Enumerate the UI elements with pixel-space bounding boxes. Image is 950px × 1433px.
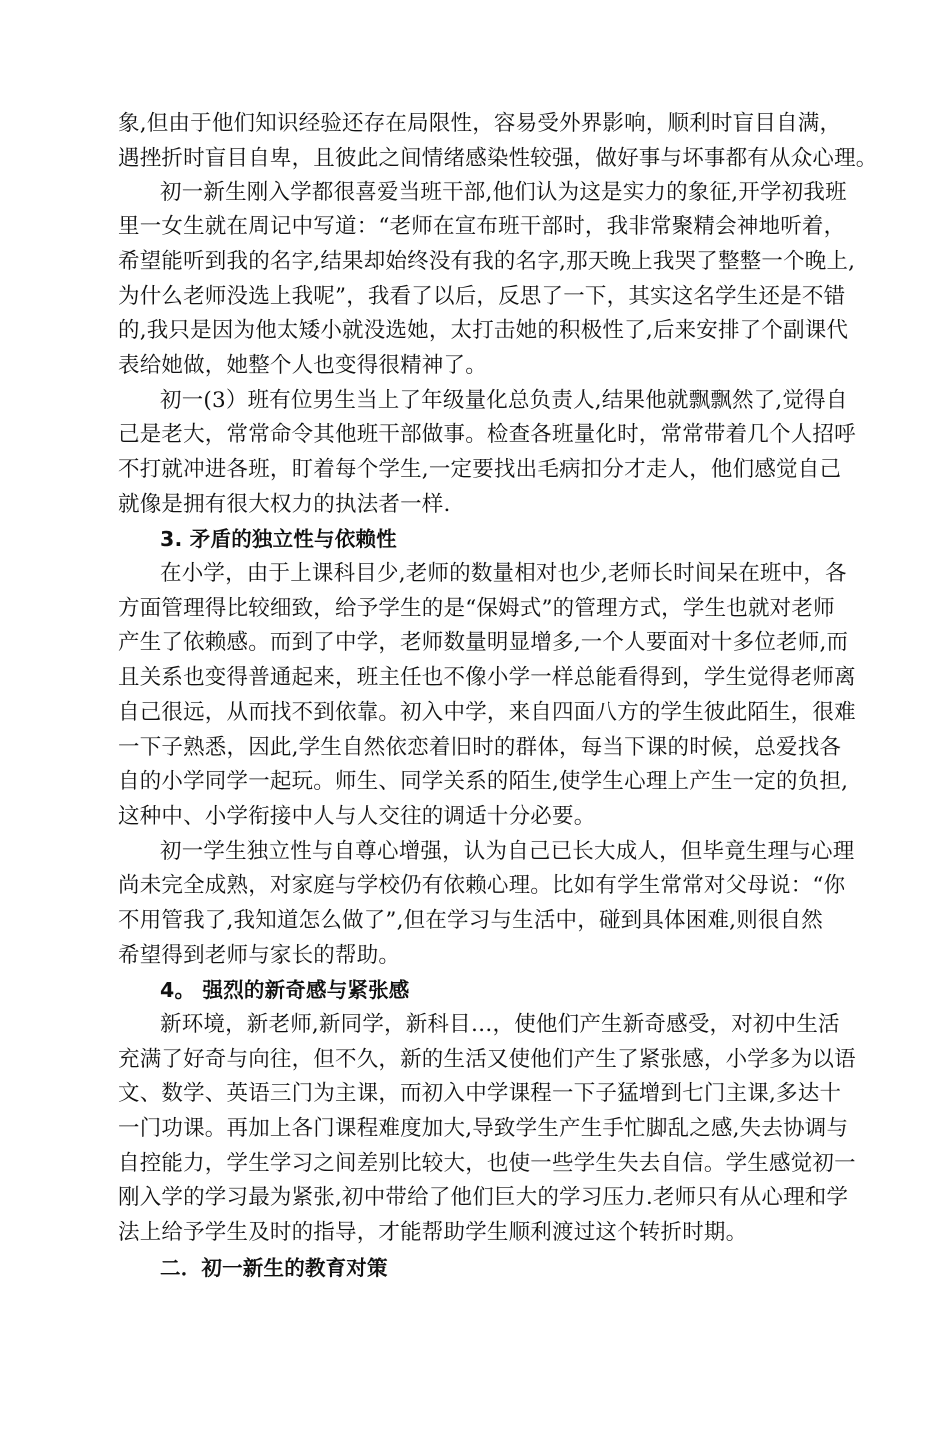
- text-line: 刚入学的学习最为紧张,初中带给了他们巨大的学习压力.老师只有从心理和学: [118, 1185, 849, 1210]
- text-line: 法上给予学生及时的指导，才能帮助学生顺利渡过这个转折时期。: [118, 1220, 748, 1245]
- text-line: 为什么老师没选上我呢”，我看了以后，反思了一下，其实这名学生还是不错: [118, 284, 846, 309]
- text-line: 希望能听到我的名字,结果却始终没有我的名字,那天晚上我哭了整整一个晚上,: [118, 249, 856, 274]
- text-line: 充满了好奇与向往，但不久，新的生活又使他们产生了紧张感，小学多为以语: [118, 1047, 856, 1072]
- text-line: 方面管理得比较细致，给予学生的是“保姆式”的管理方式，学生也就对老师: [118, 596, 835, 621]
- paragraph-start-line: 在小学，由于上课科目少,老师的数量相对也少,老师长时间呆在班中，各: [160, 561, 847, 586]
- paragraph-start-line: 初一学生独立性与自尊心增强，认为自己已长大成人，但毕竟生理与心理: [160, 839, 855, 864]
- text-line: 尚未完全成熟，对家庭与学校仍有依赖心理。比如有学生常常对父母说：“你: [118, 873, 846, 898]
- text-line: 自己很远，从而找不到依靠。初入中学，来自四面八方的学生彼此陌生，很难: [118, 700, 856, 725]
- text-line: 自控能力，学生学习之间差别比较大，也使一些学生失去自信。学生感觉初一: [118, 1151, 856, 1176]
- text-line: 一门功课。再加上各门课程难度加大,导致学生产生手忙脚乱之感,失去协调与: [118, 1116, 849, 1141]
- text-line: 里一女生就在周记中写道：“老师在宣布班干部时，我非常聚精会神地听着，: [118, 214, 846, 239]
- text-line: 希望得到老师与家长的帮助。: [118, 943, 401, 968]
- text-line: 不用管我了,我知道怎么做了”,但在学习与生活中，碰到具体困难,则很自然: [118, 908, 823, 933]
- text-line: 的,我只是因为他太矮小就没选她，太打击她的积极性了,后来安排了个副课代: [118, 318, 849, 343]
- text-line: 不打就冲进各班，盯着每个学生,一定要找出毛病扣分才走人，他们感觉自己: [118, 457, 842, 482]
- text-line: 表给她做，她整个人也变得很精神了。: [118, 353, 487, 378]
- section-heading: 二．初一新生的教育对策: [160, 1256, 388, 1280]
- paragraph-start-line: 初一新生刚入学都很喜爱当班干部,他们认为这是实力的象征,开学初我班: [160, 180, 847, 205]
- text-line: 遇挫折时盲目自卑，且彼此之间情绪感染性较强，做好事与坏事都有从众心理。: [118, 146, 878, 171]
- text-line: 产生了依赖感。而到了中学，老师数量明显增多,一个人要面对十多位老师,而: [118, 630, 849, 655]
- paragraph-start-line: 新环境，新老师,新同学，新科目…，使他们产生新奇感受，对初中生活: [160, 1012, 840, 1037]
- text-line: 且关系也变得普通起来，班主任也不像小学一样总能看得到，学生觉得老师离: [118, 665, 856, 690]
- text-line: 自的小学同学一起玩。师生、同学关系的陌生,使学生心理上产生一定的负担,: [118, 769, 849, 794]
- text-line: 象,但由于他们知识经验还存在局限性，容易受外界影响，顺利时盲目自满，: [118, 111, 842, 136]
- text-line: 一下子熟悉，因此,学生自然依恋着旧时的群体，每当下课的时候，总爱找各: [118, 735, 842, 760]
- section-heading: 4。 强烈的新奇感与紧张感: [160, 978, 410, 1002]
- text-line: 就像是拥有很大权力的执法者一样.: [118, 492, 451, 517]
- text-line: 己是老大，常常命令其他班干部做事。检查各班量化时，常常带着几个人招呼: [118, 422, 856, 447]
- section-heading: 3. 矛盾的独立性与依赖性: [160, 527, 397, 551]
- paragraph-start-line: 初一(3）班有位男生当上了年级量化总负责人,结果他就飘飘然了,觉得自: [160, 388, 848, 413]
- text-line: 文、数学、英语三门为主课，而初入中学课程一下子猛增到七门主课,多达十: [118, 1081, 842, 1106]
- text-line: 这种中、小学衔接中人与人交往的调适十分必要。: [118, 804, 596, 829]
